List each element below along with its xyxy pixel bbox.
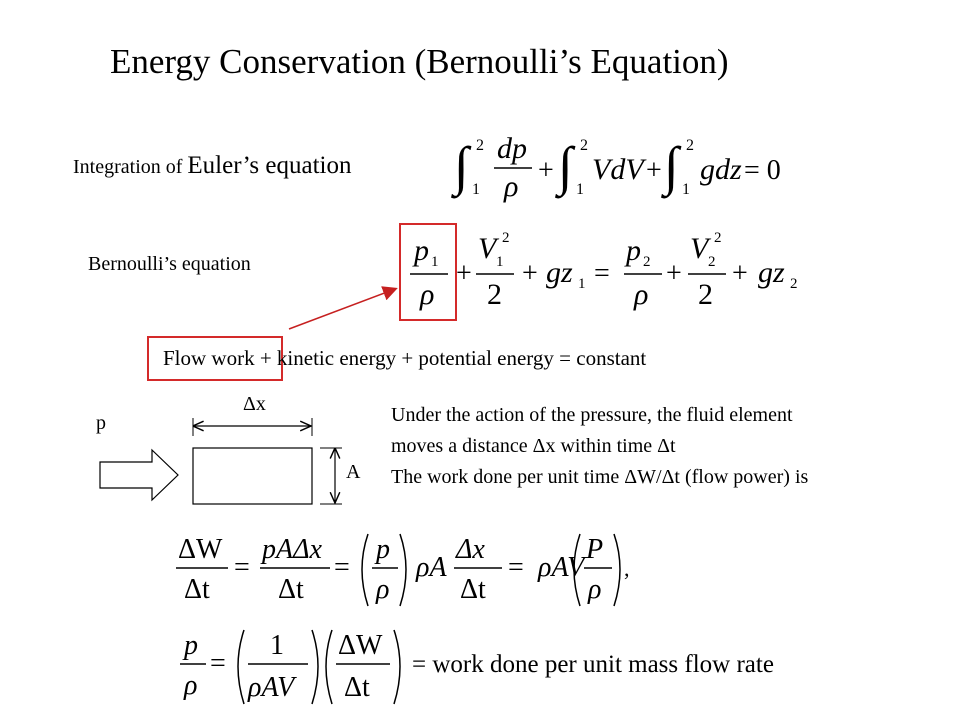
left-paren bbox=[362, 534, 368, 606]
right-paren bbox=[614, 534, 620, 606]
equals-zero: = 0 bbox=[744, 155, 781, 186]
p2-subscript: 2 bbox=[643, 254, 651, 270]
area-label: A bbox=[346, 461, 361, 483]
dt-denominator: Δt bbox=[184, 574, 210, 605]
pressure-arrow bbox=[100, 450, 178, 500]
gz1-term: gz bbox=[546, 256, 573, 289]
v1-symbol: V bbox=[478, 232, 497, 265]
v2-squared: 2 bbox=[714, 230, 722, 246]
plus-sign: + bbox=[732, 258, 748, 289]
gz2-term: gz bbox=[758, 256, 785, 289]
equals-sign: = bbox=[210, 648, 226, 679]
v2-subscript: 2 bbox=[708, 254, 716, 270]
plus-sign: + bbox=[646, 155, 662, 186]
rho-denominator: ρ bbox=[588, 574, 602, 605]
rho-symbol: ρ bbox=[420, 278, 435, 311]
explanation-line-1: Under the action of the pressure, the fluid element bbox=[391, 404, 793, 426]
plus-sign: + bbox=[666, 258, 682, 289]
gdz-term: gdz bbox=[700, 153, 742, 186]
mass-flow-rhs: = work done per unit mass flow rate bbox=[412, 651, 774, 678]
right-paren bbox=[312, 630, 318, 704]
dt-denominator: Δt bbox=[344, 672, 370, 703]
left-paren bbox=[238, 630, 244, 704]
flow-work-text: Flow work + kinetic energy + potential energy = constant bbox=[163, 346, 647, 370]
rho-symbol: ρ bbox=[634, 278, 649, 311]
rhoav-denominator: ρAV bbox=[248, 672, 295, 703]
euler-label-prefix: Integration of bbox=[73, 156, 188, 178]
v2-symbol: V bbox=[690, 232, 709, 265]
fluid-element-diagram bbox=[80, 390, 380, 520]
equals-sign: = bbox=[508, 552, 524, 583]
two-denominator: 2 bbox=[698, 278, 713, 311]
dt-denominator: Δt bbox=[460, 574, 486, 605]
gz1-subscript: 1 bbox=[578, 276, 586, 292]
v1-subscript: 1 bbox=[496, 254, 504, 270]
equals-sign: = bbox=[334, 552, 350, 583]
p2-symbol: p bbox=[626, 234, 641, 267]
padx-numerator: pAΔx bbox=[262, 534, 322, 565]
v1-squared: 2 bbox=[502, 230, 510, 246]
flow-power-equation bbox=[172, 524, 642, 616]
plus-sign: + bbox=[538, 155, 554, 186]
dt-denominator: Δt bbox=[278, 574, 304, 605]
integral-upper-3: 2 bbox=[686, 137, 694, 154]
page-title: Energy Conservation (Bernoulli’s Equation) bbox=[110, 42, 729, 81]
explanation-line-3: The work done per unit time ΔW/Δt (flow power) is bbox=[391, 466, 809, 488]
integral-upper-2: 2 bbox=[580, 137, 588, 154]
bernoulli-label: Bernoulli’s equation bbox=[88, 253, 251, 275]
explanation-line-2: moves a distance Δx within time Δt bbox=[391, 435, 676, 457]
integral-lower-1: 1 bbox=[472, 181, 480, 198]
plus-sign: + bbox=[456, 258, 472, 289]
integral-lower-3: 1 bbox=[682, 181, 690, 198]
rhoav-term: ρAV bbox=[538, 552, 585, 583]
plus-sign: + bbox=[522, 258, 538, 289]
p-numerator: p bbox=[184, 630, 198, 661]
left-paren bbox=[326, 630, 332, 704]
gz2-subscript: 2 bbox=[790, 276, 798, 292]
vdv-term: VdV bbox=[592, 153, 644, 186]
integral-sign-1: ∫ bbox=[454, 136, 469, 196]
rho-denominator: ρ bbox=[184, 670, 198, 701]
pressure-label: p bbox=[96, 412, 106, 434]
dw-numerator: ΔW bbox=[338, 630, 383, 661]
euler-label-main: Euler’s equation bbox=[187, 152, 352, 179]
integral-upper-1: 2 bbox=[476, 137, 484, 154]
mass-flow-equation bbox=[178, 620, 818, 714]
p1-subscript: 1 bbox=[431, 254, 439, 270]
P-numerator: P bbox=[586, 534, 604, 565]
two-denominator: 2 bbox=[487, 278, 502, 311]
right-paren bbox=[394, 630, 400, 704]
red-arrow bbox=[289, 289, 395, 329]
p1-symbol: p bbox=[414, 234, 429, 267]
dw-numerator: ΔW bbox=[178, 534, 223, 565]
rho-denominator: ρ bbox=[376, 574, 390, 605]
rho-denominator: ρ bbox=[504, 170, 519, 203]
dx-label: Δx bbox=[243, 393, 266, 415]
rhoa-term: ρA bbox=[416, 552, 447, 583]
integral-sign-2: ∫ bbox=[558, 136, 573, 196]
integral-lower-2: 1 bbox=[576, 181, 584, 198]
p-numerator: p bbox=[376, 534, 390, 565]
equals-sign: = bbox=[594, 258, 610, 289]
fluid-element bbox=[193, 448, 312, 504]
right-paren bbox=[400, 534, 406, 606]
one-numerator: 1 bbox=[270, 630, 284, 661]
dp-numerator: dp bbox=[497, 132, 527, 165]
trailing-comma: , bbox=[624, 556, 630, 581]
dx-numerator: Δx bbox=[456, 534, 485, 565]
integral-sign-3: ∫ bbox=[664, 136, 679, 196]
equals-sign: = bbox=[234, 552, 250, 583]
